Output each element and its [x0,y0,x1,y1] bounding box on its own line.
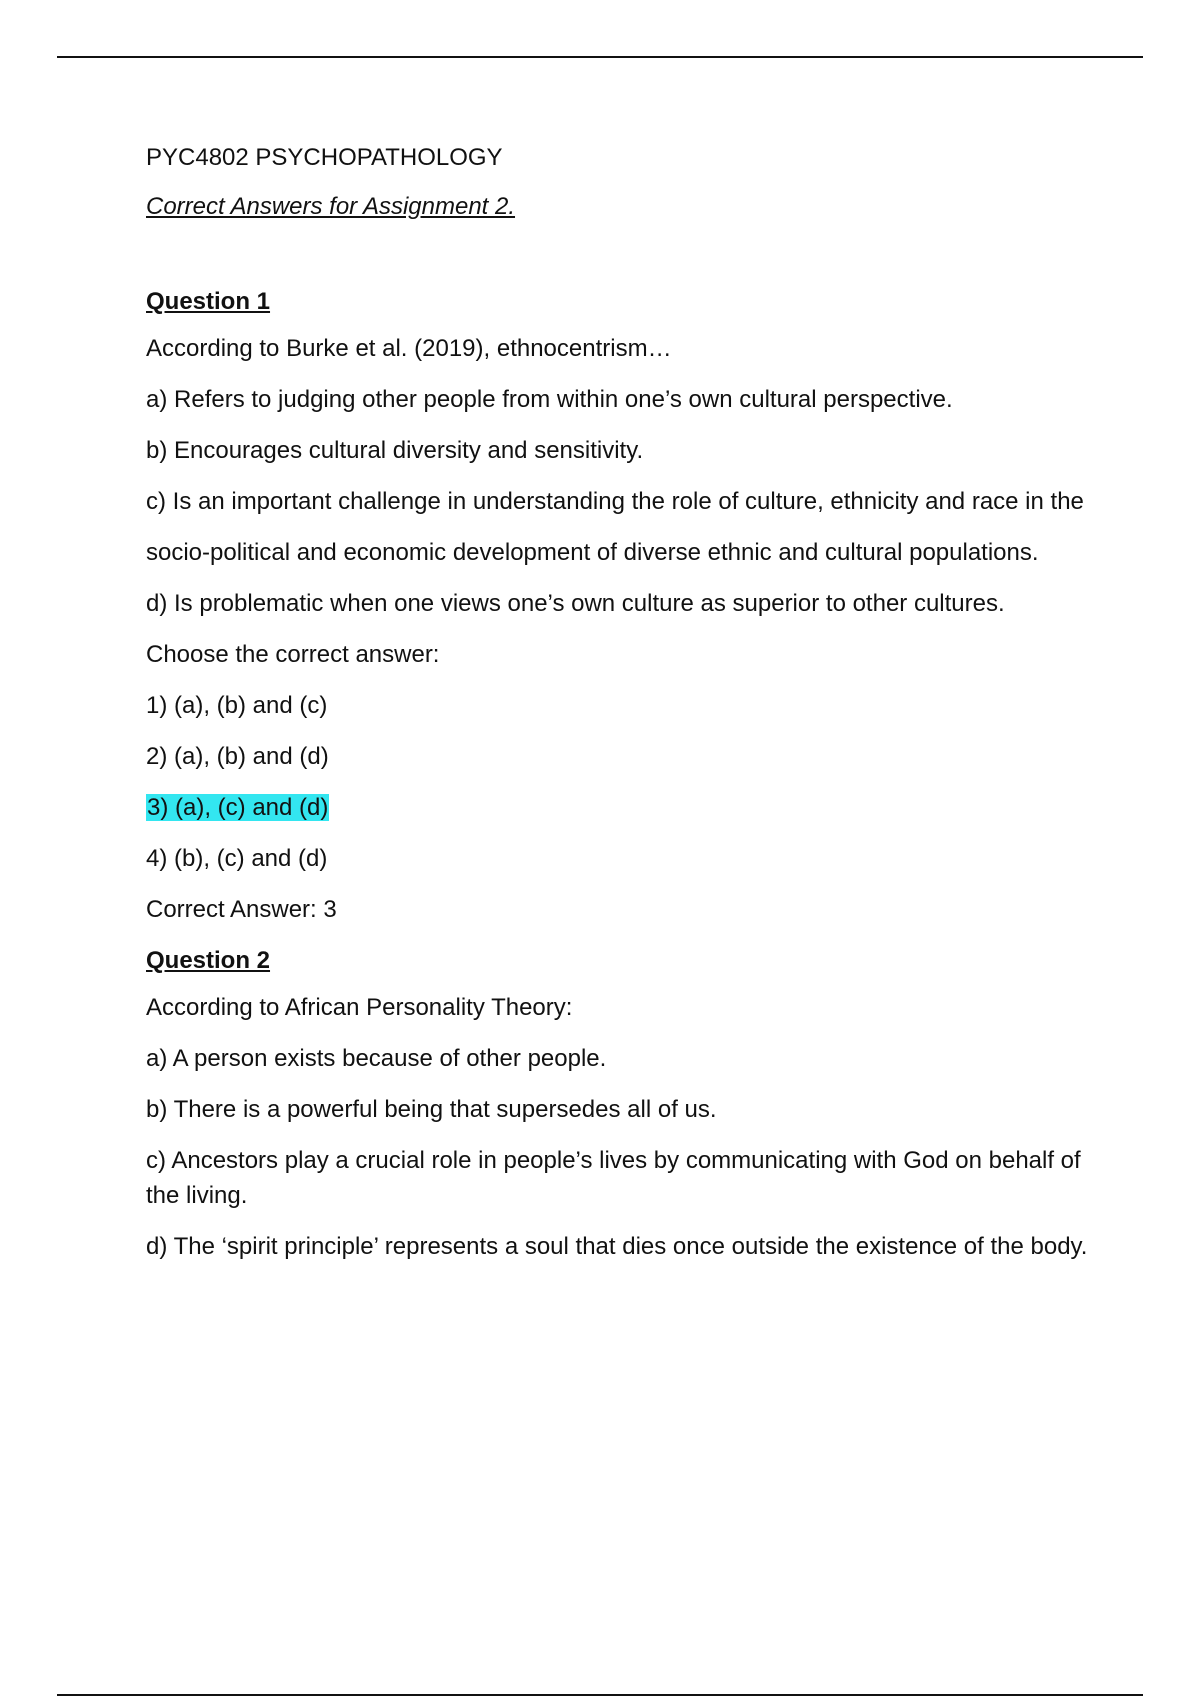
question-1-option-c-line2: socio-political and economic development of diverse ethnic and cultural populations. [146,539,1039,566]
question-1-option-c-line1: c) Is an important challenge in understanding the role of culture, ethnicity and race in the [146,488,1084,515]
question-2-stem: According to African Personality Theory: [146,994,573,1021]
question-1-option-d: d) Is problematic when one views one’s own culture as superior to other cultures. [146,590,1005,617]
question-2-option-d: d) The ‘spirit principle’ represents a soul that dies once outside the existence of the body. [146,1233,1088,1260]
question-2-option-a: a) A person exists because of other people. [146,1045,607,1072]
question-1-correct-answer: Correct Answer: 3 [146,896,337,923]
question-1-option-a: a) Refers to judging other people from within one’s own cultural perspective. [146,386,953,413]
question-1-choice-1: 1) (a), (b) and (c) [146,692,328,719]
question-1-choice-4: 4) (b), (c) and (d) [146,845,328,872]
question-2-heading: Question 2 [146,947,271,974]
question-1-choice-3 [146,790,1096,825]
question-1-option-b: b) Encourages cultural diversity and sensitivity. [146,437,644,464]
question-2-option-c: c) Ancestors play a crucial role in people’s lives by communicating with God on behalf of the living. [146,1147,1081,1209]
question-1-instruction: Choose the correct answer: [146,641,440,668]
highlighted-correct-choice: 3) (a), (c) and (d) [147,794,329,821]
document-subtitle: Correct Answers for Assignment 2. [146,193,516,220]
course-title: PYC4802 PSYCHOPATHOLOGY [146,144,503,171]
document-body [146,140,1096,1280]
top-divider [57,56,1143,58]
question-1-stem: According to Burke et al. (2019), ethnocentrism… [146,335,672,362]
bottom-divider [57,1694,1143,1696]
question-1-heading: Question 1 [146,288,271,315]
question-1-choice-2: 2) (a), (b) and (d) [146,743,329,770]
question-2-option-b: b) There is a powerful being that supersedes all of us. [146,1096,717,1123]
